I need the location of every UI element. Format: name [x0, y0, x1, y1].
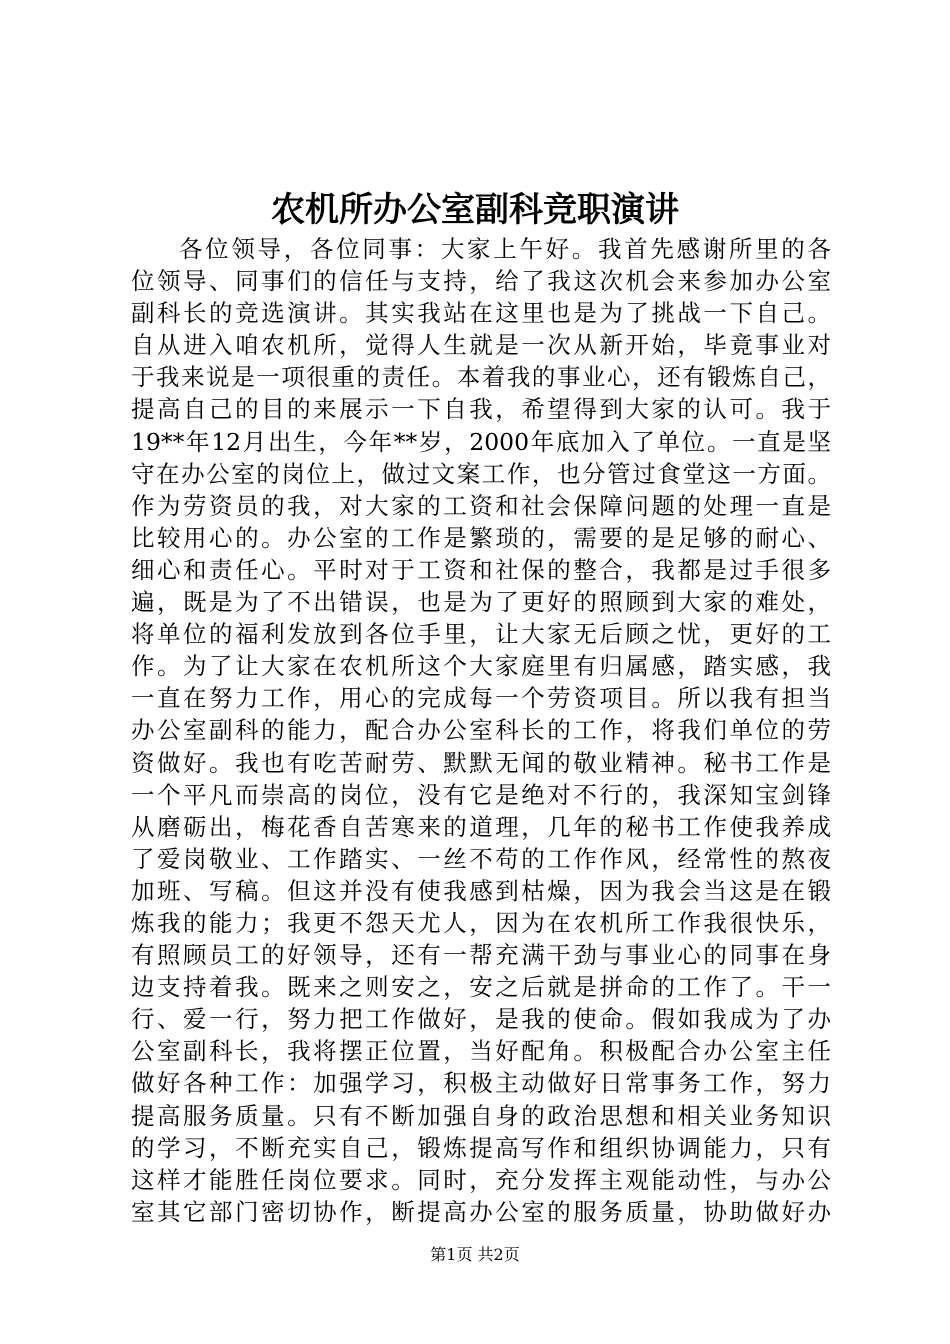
body-line: 自从进入咱农机所，觉得人生就是一次从新开始，毕竟事业对 — [131, 331, 831, 360]
page-footer: 第1页 共2页 — [430, 1245, 520, 1264]
document-title: 农机所办公室副科竞职演讲 — [271, 190, 679, 230]
body-line: 作。为了让大家在农机所这个大家庭里有归属感，踏实感，我 — [131, 652, 831, 681]
body-line: 的学习，不断充实自己，锻炼提高写作和组织协调能力，只有 — [131, 1133, 831, 1162]
body-line: 守在办公室的岗位上，做过文案工作，也分管过食堂这一方面。 — [131, 459, 831, 488]
body-line: 19**年12月出生，今年**岁，2000年底加入了单位。一直是坚 — [131, 427, 831, 456]
body-line: 有照顾员工的好领导，还有一帮充满干劲与事业心的同事在身 — [131, 941, 831, 970]
body-line: 行、爱一行，努力把工作做好，是我的使命。假如我成为了办 — [131, 1005, 831, 1034]
body-line: 比较用心的。办公室的工作是繁琐的，需要的是足够的耐心、 — [131, 523, 831, 552]
body-line: 细心和责任心。平时对于工资和社保的整合，我都是过手很多 — [131, 555, 831, 584]
body-line: 一直在努力工作，用心的完成每一个劳资项目。所以我有担当 — [131, 684, 831, 713]
body-line: 这样才能胜任岗位要求。同时，充分发挥主观能动性，与办公 — [131, 1165, 831, 1194]
body-line: 资做好。我也有吃苦耐劳、默默无闻的敬业精神。秘书工作是 — [131, 748, 831, 777]
body-line: 遍，既是为了不出错误，也是为了更好的照顾到大家的难处， — [131, 588, 831, 617]
body-line: 提高自己的目的来展示一下自我，希望得到大家的认可。我于 — [131, 395, 831, 424]
body-line: 一个平凡而崇高的岗位，没有它是绝对不行的，我深知宝剑锋 — [131, 780, 831, 809]
body-line: 将单位的福利发放到各位手里，让大家无后顾之忧，更好的工 — [131, 620, 831, 649]
body-line: 提高服务质量。只有不断加强自身的政治思想和相关业务知识 — [131, 1101, 831, 1130]
body-line: 室其它部门密切协作，断提高办公室的服务质量，协助做好办 — [131, 1197, 831, 1226]
body-line: 各位领导，各位同事：大家上午好。我首先感谢所里的各 — [179, 235, 831, 263]
body-line: 炼我的能力；我更不怨天尤人，因为在农机所工作我很快乐， — [131, 908, 831, 937]
body-line: 作为劳资员的我，对大家的工资和社会保障问题的处理一直是 — [131, 491, 831, 520]
body-line: 副科长的竞选演讲。其实我站在这里也是为了挑战一下自己。 — [131, 299, 831, 328]
body-line: 公室副科长，我将摆正位置，当好配角。积极配合办公室主任 — [131, 1037, 831, 1066]
body-line: 位领导、同事们的信任与支持，给了我这次机会来参加办公室 — [131, 267, 831, 296]
body-line: 了爱岗敬业、工作踏实、一丝不苟的工作作风，经常性的熬夜 — [131, 844, 831, 873]
body-line: 做好各种工作：加强学习，积极主动做好日常事务工作，努力 — [131, 1069, 831, 1098]
body-line: 于我来说是一项很重的责任。本着我的事业心，还有锻炼自己， — [131, 363, 831, 392]
body-line: 办公室副科的能力，配合办公室科长的工作，将我们单位的劳 — [131, 716, 831, 745]
document-body — [131, 233, 831, 1228]
body-line: 边支持着我。既来之则安之，安之后就是拼命的工作了。干一 — [131, 973, 831, 1002]
body-line: 从磨砺出，梅花香自苦寒来的道理，几年的秘书工作使我养成 — [131, 812, 831, 841]
body-line: 加班、写稿。但这并没有使我感到枯燥，因为我会当这是在锻 — [131, 876, 831, 905]
